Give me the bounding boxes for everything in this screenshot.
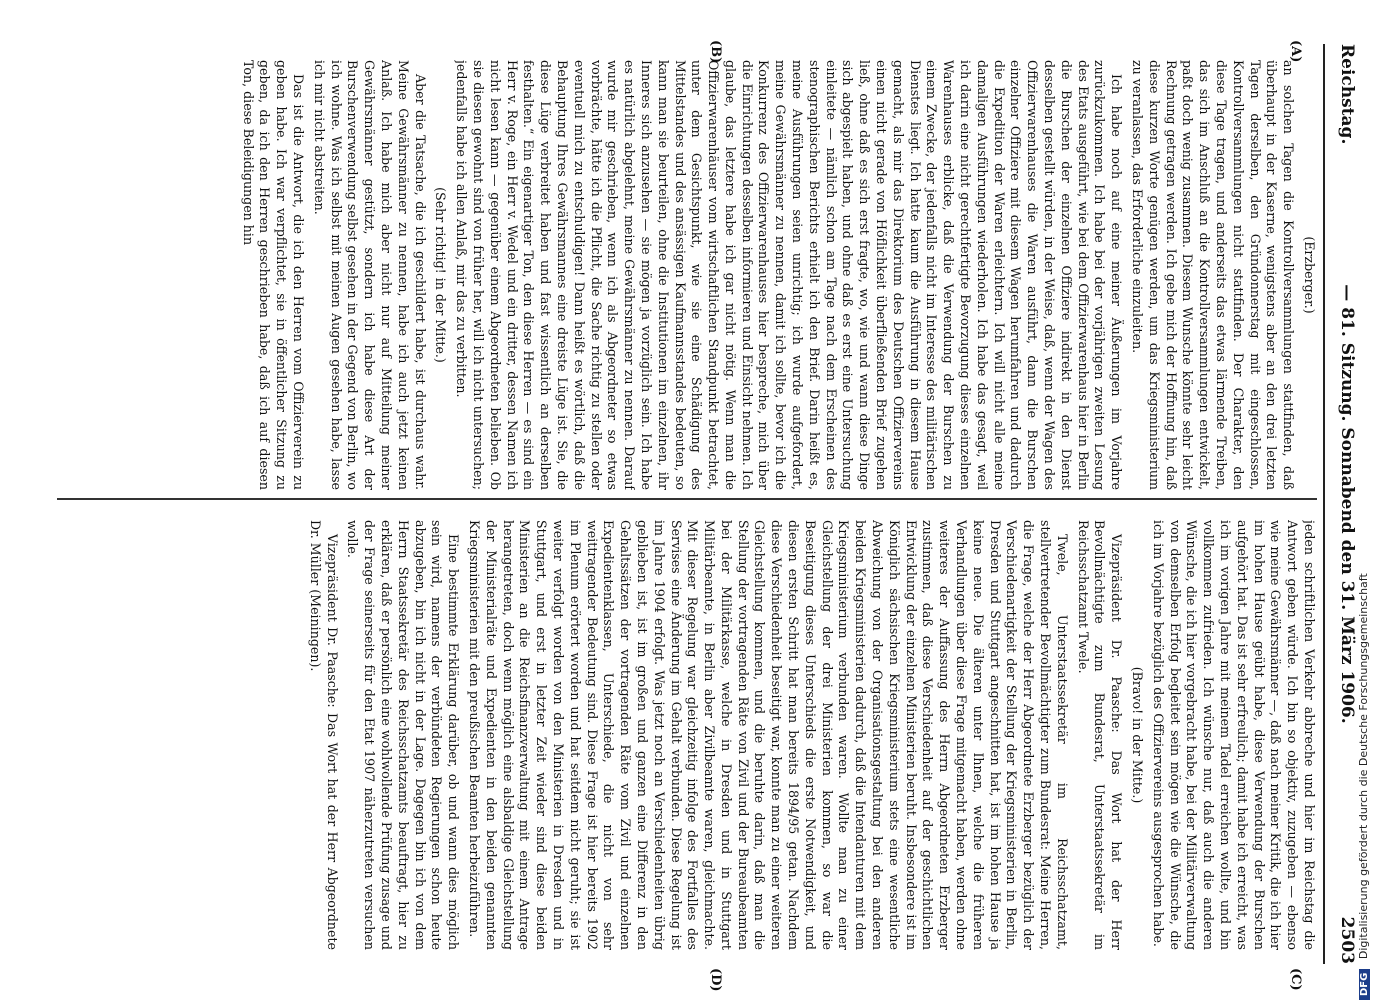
header-center: — 81. Sitzung. Sonnabend den 31. März 1906. — [1337, 284, 1357, 724]
header-rule — [1323, 44, 1325, 964]
margin-marker-b: (B) — [708, 40, 723, 64]
paragraph: (Bravo! in der Mitte.) — [1130, 666, 1146, 804]
funding-sidebar — [1357, 0, 1377, 1000]
page-number: 2503 — [1337, 916, 1357, 964]
margin-marker-a: (A) — [1288, 40, 1303, 63]
text-column-right — [57, 520, 1317, 950]
paragraph: an solchen Tagen die Kontrollversammlungen stattfinden, daß überhaupt in der Kaserne, wenigstens aber an den drei letzten Tagen derselben, den Gründonnerstag mit eingeschlossen, Kontrollversammlungen nicht stattfinden. Der Charakter, den diese Tage tragen, und anderseits das etwas lärmende Treiben, das sich im Anschluß an die Kontrollversammlungen entwickelt, paßt doch wenig zusammen. Diesem Wunsche könnte sehr leicht Rechnung getragen werden. Ich gebe mich der Hoffnung hin, daß diese kurzen Worte genügen werden, um das Kriegsministerium zu veranlassen, das Erforderliche einzuleiten. — [1130, 60, 1297, 490]
paragraph: (Erzberger.) — [1302, 236, 1317, 314]
paragraph: Vizepräsident Dr. Paasche: Das Wort hat der Herr Bevollmächtigte zum Bundesrat, Unterstaatssekretär im Reichsschatzamt Twele. — [1075, 520, 1125, 950]
funding-note: Digitalisierung gefördert durch die Deutsche Forschungsgemeinschaft — [1357, 573, 1370, 960]
margin-marker-c: (C) — [1288, 968, 1303, 991]
paragraph: Twele, Unterstaatssekretär im Reichsschatzamt, stellvertretender Bevollmächtigter zum Bundesrat: Meine Herren, die Frage, welche der Herr Abgeordnete Erzberger bezüglich der Verschiedenartigkeit der Stellung der Kriegsministerien in Berlin, Dresden und Stuttgart angeschnitten hat, ist im hohen Hause ja keine neue. Die älteren unter Ihnen, welche die früheren Verhandlungen über diese Frage mitgemacht haben, werden ohne weiteres der Auffassung des Herrn Abgeordneten Erzberger zustimmen, daß diese Verschiedenheit auf der geschichtlichen Entwicklung der einzelnen Ministerien beruht. Insbesondere ist im Königlich sächsischen Kriegsministerium stets eine wesentliche Abweichung von der Organisationsgestaltung bei den anderen beiden Kriegsministerien dadurch, daß die Intendanturen mit dem Kriegsministerium verbunden waren. Wollte man zu einer Gleichstellung der drei Ministerien kommen, so war die Beseitigung dieses Unterschieds die erste Notwendigkeit, und diesen ersten Schritt hat man bereits 1894/95 getan. Nachdem diese Verschiedenheit beseitigt war, konnte man zu einer weiteren Gleichstellung kommen, und die beruhte darin, daß man die Stellung der vortragenden Räte von Zivil und der Bureaubeamten bei der Militärkasse, welche in Dresden und in Stuttgart Militärbeamte, in Berlin aber Zivilbeamte waren, gleichmachte. Mit dieser Regelung war gleichzeitig infolge des Fortfalles des Servises eine Änderung im Gehalt verbunden. Diese Regelung ist im Jahre 1904 erfolgt. Was jetzt noch an Verschiedenheiten übrig geblieben ist, ist im großen und ganzen eine Differenz in den Gehaltssätzen der vortragenden Räte vom Zivil und einzelnen Expedientenklassen, Unterschiede, die nicht von sehr weittragender Bedeutung sind. Diese Frage ist hier bereits 1902 im Plenum erörtert worden und hat seitdem nicht geruht; sie ist weiter verfolgt worden von den Ministerien in Dresden und in Stuttgart, und erst in letzter Zeit wieder sind diese beiden Ministerien an die Reichsfinanzverwaltung mit einem Antrage herangetreten, doch wenn möglich eine alsbaldige Gleichstellung der Ministerialräte und Expedienten in den beiden genannten Kriegsministerien mit den preußischen Beamten herbeizuführen. — [466, 520, 1070, 950]
column-divider — [57, 498, 1317, 500]
paragraph: Vizepräsident Dr. Paasche: Das Wort hat der Herr Abgeordnete Dr. Müller (Meiningen). — [307, 520, 340, 950]
paragraph: Ich habe noch auf eine meiner Äußerungen im Vorjahre zurückzukommen. Ich habe bei der vorjährigen zweiten Lesung des Etats ausgeführt, wie bei dem Offizierwarenhaus hier in Berlin die Burschen der einzelnen Offiziere indirekt in den Dienst desselben gestellt würden, in der Weise, daß, wenn der Wagen des Offizierwarenhauses die Waren ausführt, dann die Burschen einzelner Offiziere mit diesem Wagen herumfahren und dadurch die Expedition der Waren erleichtern. Ich will nicht alle meine damaligen Ausführungen wiederholen. Ich habe das gesagt, weil ich darin eine nicht gerechtfertigte Bevorzugung dieses einzelnen Warenhauses erblicke, daß die Verwendung der Burschen zu einem Zwecke, der jedenfalls nicht im Interesse des militärischen Dienstes liegt. Ich hatte kaum die Ausführung in diesem Hause gemacht, als mir das Direktorium des Deutschen Offiziervereins einen nicht gerade von Höflichkeit überfließenden Brief zugehen ließ, ohne daß es sich erst fragte, wo, wie und wann diese Dinge sich abgespielt haben, und ohne daß es erst eine Untersuchung einleitete — nämlich schon am Tage nach dem Erscheinen des stenographischen Berichts erhielt ich den Brief. Darin heißt es, meine Ausführungen seien unrichtig; ich wurde aufgefordert, meine Gewährsmänner zu nennen, damit ich sollte, bevor ich die Konkurrenz des Offizierwarenhauses hier bespreche, mich über die Einrichtungen desselben informieren und Einsicht nehmen. Ich glaube, das letztere habe ich gar nicht nötig. Wenn man die Offizierwarenhäuser vom wirtschaftlichen Standpunkt betrachtet, unter dem Gesichtspunkt, wie sie eine Schädigung des Mittelstandes und des ansässigen Kaufmannsstandes bedeuten, so kann man sie beurteilen, ohne die Institutionen im einzelnen, ihr Inneres sich anzusehen — sie mögen ja vorzüglich sein. Ich habe es natürlich abgelehnt, meine Gewährsmänner zu nennen. Darauf wurde mir geschrieben, wenn ich als Abgeordneter so etwas vorbrächte, hätte ich die Pflicht, die Sache richtig zu stellen oder eventuell mich zu entschuldigen! Dann heißt es wörtlich, daß die Behauptung Ihres Gewährsmannes eine dreiste Lüge ist. Sie, die diese Lüge verbreitet haben und fast wissentlich an derselben festhalten.“ Ein eigenartiger Ton, den diese Herren — es sind ein Herr v. Roge, ein Herr v. Wedel und ein dritter, dessen Namen ich nicht lesen kann — gegenüber einem Abgeordneten belieben. Ob sie diesen gewohnt sind von früher her, will ich nicht untersuchen; jedenfalls habe ich allen Anlaß, mir das zu verbitten. — [454, 60, 1125, 490]
text-column-left — [57, 60, 1317, 490]
paragraph: Das ist die Antwort, die ich den Herren vom Offizierverein zu geben habe. Ich war verpflichtet, sie in öffentlicher Sitzung zu geben, da ich den Herren geschrieben habe, daß ich auf diesen Ton, diese Beleidigungen hin — [240, 60, 306, 490]
paragraph: Eine bestimmte Erklärung darüber, ob und wann dies möglich sein wird, namens der verbündeten Regierungen schon heute abzugeben, bin ich nicht in der Lage. Dagegen bin ich von dem Herrn Staatssekretär des Reichsschatzamts beauftragt, hier zu erklären, daß er persönlich eine wohlwollende Prüfung zusage und der Frage seinerseits für den Etat 1907 näherzutreten versuchen wolle. — [345, 520, 462, 950]
margin-marker-d: (D) — [708, 968, 723, 992]
paragraph: Aber die Tatsache, die ich geschildert habe, ist durchaus wahr. Meine Gewährsmänner zu nennen, habe ich auch jetzt keinen Anlaß. Ich habe mich aber nicht nur auf Mitteilung meiner Gewährsmänner gestützt, sondern ich habe diese Art der Burschenverwendung selbst gesehen in der Gegend von Berlin, wo ich wohne. Was ich selbst mit meinen Augen gesehen habe, lasse ich mir nicht abstreiten. — [311, 60, 428, 490]
paragraph: jeden schriftlichen Verkehr abbreche und hier im Reichstag die Antwort geben würde. Ich bin so objektiv, zuzugeben — ebenso wie meine Gewährsmänner —, daß nach meiner Kritik, die ich hier im hohen Hause geübt habe, diese Verwendung der Burschen aufgehört hat. Das ist sehr erfreulich; damit habe ich erreicht, was ich im vorigen Jahre mit meinem Tadel erreichen wollte, und bin vollkommen zufrieden. Ich wünsche nur, daß auch die anderen Wünsche, die ich hier vorgebracht habe, bei der Militärverwaltung von demselben Erfolg begleitet sein mögen wie die Wünsche, die ich im Vorjahre bezüglich des Offiziervereins ausgesprochen habe. — [1150, 520, 1317, 950]
dfg-logo: DFG — [1359, 969, 1370, 1000]
paragraph: (Sehr richtig! in der Mitte.) — [433, 187, 449, 363]
header-left: Reichstag. — [1337, 44, 1357, 145]
